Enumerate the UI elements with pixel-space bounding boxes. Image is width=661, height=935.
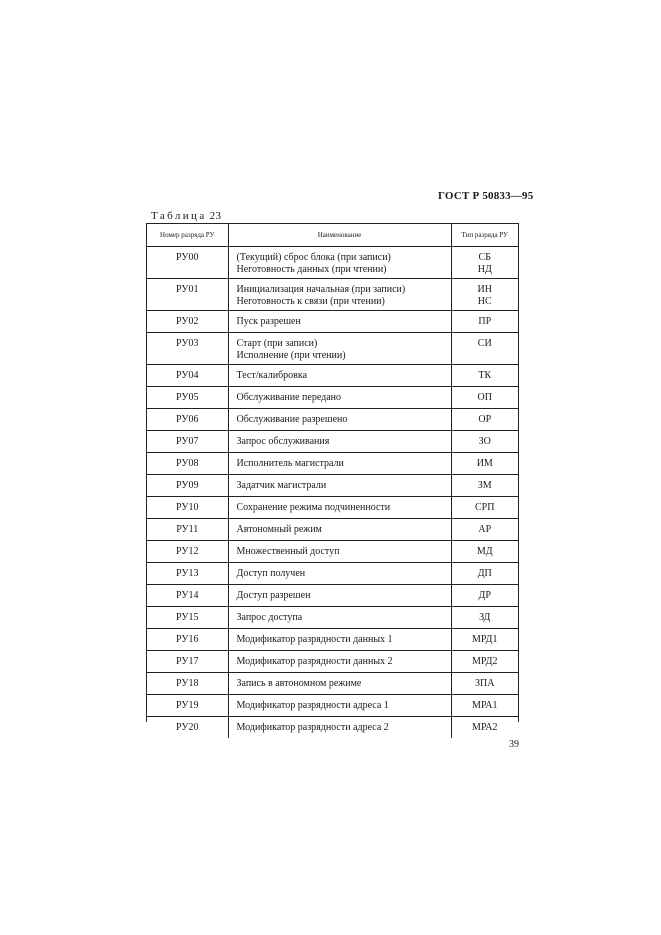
bit-code-cell: РУ00 <box>147 247 228 279</box>
bit-type-line: ПР <box>478 316 492 327</box>
table-header-row <box>147 224 518 247</box>
bit-type-line: ЗМ <box>477 480 492 491</box>
bit-type-line: НД <box>477 263 492 275</box>
bit-code-cell: РУ11 <box>147 519 228 541</box>
bit-type-cell <box>451 497 518 519</box>
bit-code-cell: РУ12 <box>147 541 228 563</box>
bit-name-line: Тест/калибровка <box>236 370 308 381</box>
bit-name-line: Модификатор разрядности адреса 2 <box>236 722 389 733</box>
bit-type-cell <box>451 695 518 717</box>
bit-name-cell <box>228 695 451 717</box>
bit-name-cell <box>228 311 451 333</box>
bit-name-cell <box>228 279 451 311</box>
table-row <box>147 541 518 563</box>
bit-type-cell <box>451 431 518 453</box>
bit-type-line: ИН <box>477 284 492 295</box>
bit-name-cell <box>228 409 451 431</box>
bit-code-cell: РУ06 <box>147 409 228 431</box>
bit-name-line: Неготовность данных (при чтении) <box>236 263 387 275</box>
bit-name-line: (Текущий) сброс блока (при записи) <box>236 252 391 263</box>
bit-name-line: Инициализация начальная (при записи) <box>236 284 406 295</box>
bit-table <box>147 224 518 738</box>
bit-code-cell: РУ13 <box>147 563 228 585</box>
bit-type-cell <box>451 279 518 311</box>
bit-name-line: Обслуживание передано <box>236 392 342 403</box>
standard-designation: ГОСТ Р 50833—95 <box>438 190 534 202</box>
bit-name-cell <box>228 585 451 607</box>
column-header-type: Тип разряда РУ <box>451 224 518 247</box>
bit-name-line: Старт (при записи) <box>236 338 318 349</box>
bit-type-line: ТК <box>478 370 492 381</box>
bit-type-cell <box>451 541 518 563</box>
table-caption <box>151 210 221 222</box>
bit-type-line: ДП <box>477 568 492 579</box>
bit-name-line: Доступ получен <box>236 568 306 579</box>
table-row <box>147 431 518 453</box>
bit-type-cell <box>451 717 518 739</box>
bit-type-cell <box>451 247 518 279</box>
bit-name-line: Модификатор разрядности адреса 1 <box>236 700 389 711</box>
bit-code-cell: РУ18 <box>147 673 228 695</box>
bit-table-frame <box>146 223 519 733</box>
bit-code-cell: РУ08 <box>147 453 228 475</box>
bit-type-cell <box>451 607 518 629</box>
bit-type-line: АР <box>478 524 492 535</box>
bit-name-cell <box>228 651 451 673</box>
bit-type-cell <box>451 563 518 585</box>
bit-type-cell <box>451 453 518 475</box>
table-body <box>147 247 518 739</box>
bit-name-cell <box>228 541 451 563</box>
bit-type-line: ОР <box>478 414 492 425</box>
bit-code-cell: РУ10 <box>147 497 228 519</box>
bit-code-cell: РУ16 <box>147 629 228 651</box>
bit-name-cell <box>228 387 451 409</box>
bit-type-line: ЗПА <box>475 678 495 689</box>
bit-code-cell: РУ14 <box>147 585 228 607</box>
table-row <box>147 475 518 497</box>
bit-type-cell <box>451 519 518 541</box>
bit-type-line: ЗО <box>478 436 491 447</box>
table-row <box>147 279 518 311</box>
column-header-code: Номер разряда РУ <box>147 224 228 247</box>
table-row <box>147 247 518 279</box>
bit-type-cell <box>451 651 518 673</box>
bit-type-cell <box>451 333 518 365</box>
bit-type-cell <box>451 673 518 695</box>
bit-name-cell <box>228 247 451 279</box>
table-row <box>147 651 518 673</box>
table-row <box>147 333 518 365</box>
bit-name-cell <box>228 519 451 541</box>
bit-code-cell: РУ02 <box>147 311 228 333</box>
table-row <box>147 607 518 629</box>
table-row <box>147 673 518 695</box>
bit-type-line: СБ <box>478 252 491 263</box>
bit-name-cell <box>228 563 451 585</box>
bit-type-line: НС <box>477 295 492 307</box>
bit-name-line: Автономный режим <box>236 524 322 535</box>
table-row <box>147 453 518 475</box>
bit-type-cell <box>451 629 518 651</box>
bit-name-line: Множественный доступ <box>236 546 340 557</box>
bit-type-cell <box>451 475 518 497</box>
bit-code-cell: РУ01 <box>147 279 228 311</box>
bit-name-cell <box>228 629 451 651</box>
bit-type-line: СИ <box>477 338 492 349</box>
bit-name-line: Задатчик магистрали <box>236 480 327 491</box>
table-row <box>147 585 518 607</box>
bit-type-cell <box>451 409 518 431</box>
bit-type-line: МРД1 <box>471 634 498 645</box>
table-row <box>147 695 518 717</box>
table-row <box>147 365 518 387</box>
bit-type-line: ОП <box>477 392 492 403</box>
column-header-name: Наименование <box>228 224 451 247</box>
bit-name-cell <box>228 497 451 519</box>
table-row <box>147 519 518 541</box>
bit-code-cell: РУ07 <box>147 431 228 453</box>
bit-code-cell: РУ04 <box>147 365 228 387</box>
bit-type-line: СРП <box>475 502 495 513</box>
table-row <box>147 497 518 519</box>
bit-name-line: Исполнитель магистрали <box>236 458 344 469</box>
bit-name-cell <box>228 333 451 365</box>
table-row <box>147 387 518 409</box>
bit-type-line: ДР <box>478 590 491 601</box>
table-caption-number: 23 <box>209 210 222 222</box>
bit-name-line: Запрос доступа <box>236 612 303 623</box>
bit-type-line: МРА1 <box>472 700 498 711</box>
bit-name-line: Пуск разрешен <box>236 316 301 327</box>
bit-code-cell: РУ15 <box>147 607 228 629</box>
table-row <box>147 717 518 739</box>
bit-name-line: Обслуживание разрешено <box>236 414 348 425</box>
bit-name-line: Модификатор разрядности данных 2 <box>236 656 393 667</box>
table-caption-word: Таблица <box>151 210 207 222</box>
bit-name-line: Запись в автономном режиме <box>236 678 362 689</box>
bit-name-line: Запрос обслуживания <box>236 436 330 447</box>
bit-name-line: Сохранение режима подчиненности <box>236 502 391 513</box>
bit-code-cell: РУ05 <box>147 387 228 409</box>
table-row <box>147 563 518 585</box>
bit-type-line: МРД2 <box>471 656 498 667</box>
bit-type-cell <box>451 585 518 607</box>
bit-code-cell: РУ17 <box>147 651 228 673</box>
bit-type-line: ИМ <box>476 458 493 469</box>
bit-name-cell <box>228 431 451 453</box>
bit-name-cell <box>228 453 451 475</box>
bit-type-line: ЗД <box>479 612 491 623</box>
bit-code-cell: РУ09 <box>147 475 228 497</box>
bit-name-line: Модификатор разрядности данных 1 <box>236 634 393 645</box>
table-row <box>147 629 518 651</box>
bit-name-line: Доступ разрешен <box>236 590 311 601</box>
bit-type-cell <box>451 387 518 409</box>
bit-code-cell: РУ03 <box>147 333 228 365</box>
bit-type-line: МРА2 <box>472 722 498 733</box>
bit-name-line: Неготовность к связи (при чтении) <box>236 295 385 307</box>
bit-code-cell: РУ20 <box>176 722 199 733</box>
bit-name-cell <box>228 365 451 387</box>
bit-name-line: Исполнение (при чтении) <box>236 349 346 361</box>
bit-name-cell <box>228 607 451 629</box>
bit-name-cell <box>228 717 451 739</box>
bit-name-cell <box>228 475 451 497</box>
bit-code-cell: РУ19 <box>147 695 228 717</box>
page-number: 39 <box>509 739 519 750</box>
bit-name-cell <box>228 673 451 695</box>
table-row <box>147 311 518 333</box>
bit-type-cell <box>451 311 518 333</box>
table-row <box>147 409 518 431</box>
bit-type-cell <box>451 365 518 387</box>
bit-type-line: МД <box>476 546 493 557</box>
